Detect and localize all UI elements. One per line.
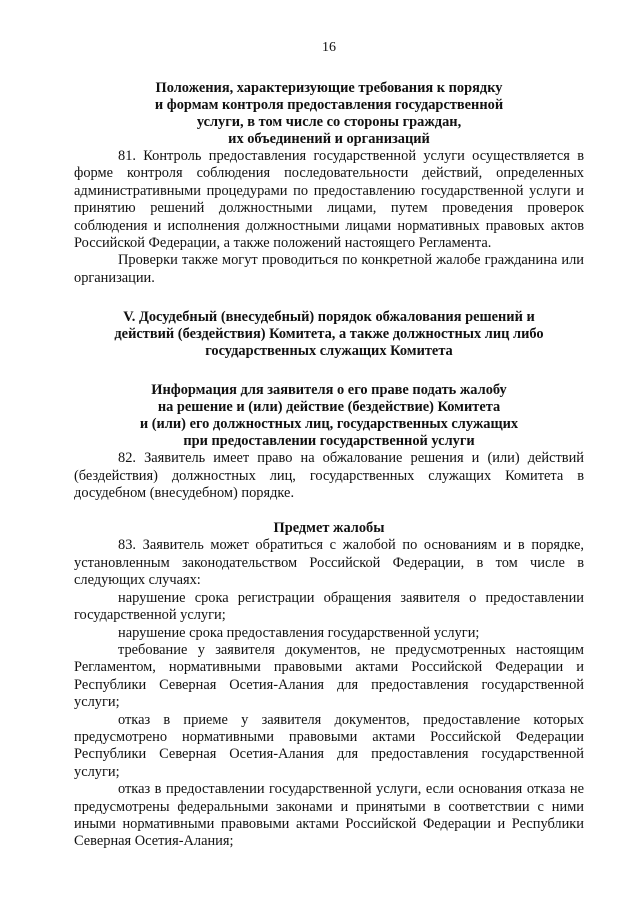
heading-line: Информация для заявителя о его праве подать жалобу (151, 382, 507, 399)
page-number: 16 (322, 40, 336, 55)
list-item: нарушение срока предоставления государственной услуги; (118, 624, 480, 641)
paragraph-82: 82. Заявитель имеет право на обжалование решения и (или) действий (бездействия) должностных лиц, государственных служащих Комитета в досудебном (внесудебном) порядке. (74, 450, 584, 502)
heading-line: государственных служащих Комитета (205, 343, 453, 360)
paragraph-83: 83. Заявитель может обратиться с жалобой по основаниям и в порядке, установленным законодательством Российской Федерации, в том числе в следующих случаях: (74, 537, 584, 589)
heading-control-provisions (74, 80, 584, 148)
heading-complaint-subject: Предмет жалобы (273, 520, 385, 537)
list-item: отказ в предоставлении государственной услуги, если основания отказа не предусмотрены федеральными законами и принятыми в соответствии с ними иными нормативными правовыми актами Российской Федерации и Республики Северная Осетия-Алания; (74, 781, 584, 850)
heading-line: при предоставлении государственной услуги (183, 433, 475, 450)
heading-line: V. Досудебный (внесудебный) порядок обжалования решений и (123, 309, 535, 326)
paragraph-81-checks: Проверки также могут проводиться по конкретной жалобе гражданина или организации. (74, 252, 584, 286)
heading-line: действий (бездействия) Комитета, а также должностных лиц либо (114, 326, 544, 343)
heading-line: и формам контроля предоставления государственной (154, 97, 504, 113)
heading-line: услуги, в том числе со стороны граждан, (196, 114, 462, 130)
heading-line: на решение и (или) действие (бездействие) Комитета (157, 399, 501, 416)
heading-line: их объединений и организаций (228, 131, 430, 147)
heading-complaint-right-info (74, 382, 584, 450)
heading-line: и (или) его должностных лиц, государственных служащих (139, 416, 519, 433)
list-item: нарушение срока регистрации обращения заявителя о предоставлении государственной услуги; (74, 589, 584, 624)
paragraph-81: 81. Контроль предоставления государственной услуги осуществляется в форме контроля соблюдения последовательности действий, определенных административными процедурами по предоставлению государственной услуги и принятию решений должностными лицами, путем проведения проверок соблюдения и исполнения должностными лицами нормативных правовых актов Российской Федерации, а также положений настоящего Регламента. (74, 148, 584, 252)
list-item: требование у заявителя документов, не предусмотренных настоящим Регламентом, нормативными правовыми актами Российской Федерации и Республики Северная Осетия-Алания для предоставления государственной услуги; (74, 641, 584, 711)
heading-line: Положения, характеризующие требования к порядку (155, 80, 503, 96)
heading-section-v (74, 309, 584, 360)
list-item: отказ в приеме у заявителя документов, предоставление которых предусмотрено нормативными правовыми актами Российской Федерации Республики Северная Осетия-Алания для предоставления государственной услуги; (74, 711, 584, 780)
